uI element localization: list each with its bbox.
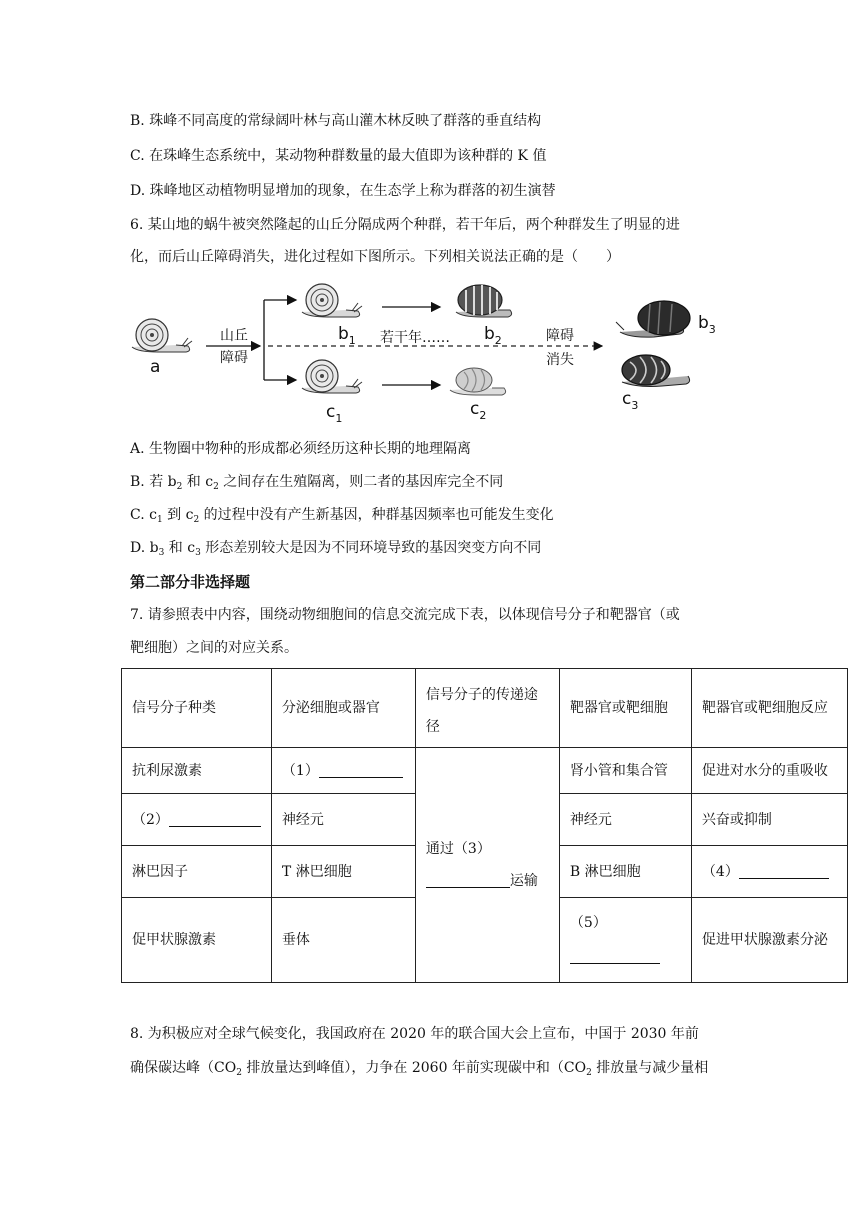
table-cell: 神经元 (271, 794, 415, 846)
snail-c3-icon (622, 355, 690, 387)
snail-a-icon (132, 319, 192, 352)
table-cell: （5） (559, 898, 691, 983)
svg-text:c2: $c_2$ (470, 399, 487, 422)
option-c-q6: C. $c_1$ 到 $c_2$ 的过程中没有产生新基因，种群基因频率也可能发生变化 (130, 507, 554, 525)
answer-blank-1[interactable] (319, 763, 403, 778)
section-2-title: 第二部分非选择题 (130, 573, 251, 591)
table-header: 信号分子的传递途 径 (415, 669, 559, 748)
table-cell: 淋巴因子 (122, 846, 272, 898)
label-b3: b (698, 313, 709, 333)
answer-blank-2[interactable] (169, 812, 261, 827)
q6-stem-line2: 化，而后山丘障碍消失，进化过程如下图所示。下列相关说法正确的是（ ） (130, 249, 620, 265)
label-b1: b (338, 324, 349, 344)
snail-c2-icon (450, 368, 506, 395)
snail-b3-icon (616, 301, 690, 337)
q7-stem-line2: 靶细胞）之间的对应关系。 (130, 640, 298, 656)
svg-text:c3: $c_3$ (622, 389, 639, 412)
table-cell: 促甲状腺激素 (122, 898, 272, 983)
q6-stem-line1: 6. 某山地的蜗牛被突然隆起的山丘分隔成两个种群，若干年后，两个种群发生了明显的进 (130, 217, 680, 233)
answer-blank-4[interactable] (739, 864, 829, 879)
table-cell: B 淋巴细胞 (559, 846, 691, 898)
table-cell: 垂体 (271, 898, 415, 983)
table-cell: （2） (122, 794, 272, 846)
label-c2: c (470, 399, 480, 419)
option-b-q6: B. 若 $b_2$ 和 $c_2$ 之间存在生殖隔离，则二者的基因库完全不同 (130, 474, 504, 492)
snail-b1-icon (302, 284, 362, 317)
label-c1: c (326, 402, 336, 422)
table-cell: T 淋巴细胞 (271, 846, 415, 898)
answer-blank-3[interactable] (426, 873, 510, 888)
table-cell: 促进对水分的重吸收 (691, 748, 847, 794)
hill-label-1: 山丘 (220, 328, 248, 344)
barrier-label-1: 障碍 (546, 328, 574, 344)
label-a: a (150, 357, 161, 377)
option-d-q5: D. 珠峰地区动植物明显增加的现象，在生态学上称为群落的初生演替 (130, 183, 556, 199)
table-cell: （1） (271, 748, 415, 794)
q7-stem-line1: 7. 请参照表中内容，围绕动物细胞间的信息交流完成下表，以体现信号分子和靶器官（或 (130, 607, 680, 623)
option-b-q5: B. 珠峰不同高度的常绿阔叶林与高山灌木林反映了群落的垂直结构 (130, 113, 542, 129)
svg-text:b1: $b_1$ (338, 324, 356, 347)
years-label: 若干年…… (380, 330, 450, 346)
option-a-q6: A. 生物圈中物种的形成都必须经历这种长期的地理隔离 (130, 441, 472, 457)
label-b2: b (484, 324, 495, 344)
label-c3: c (622, 389, 632, 409)
table-cell-merged: 通过（3） 运输 (415, 748, 559, 983)
table-cell: 肾小管和集合管 (559, 748, 691, 794)
table-cell: 促进甲状腺激素分泌 (691, 898, 847, 983)
svg-text:b3: $b_3$ (698, 313, 716, 336)
snail-b2-icon (456, 285, 512, 317)
table-header: 靶器官或靶细胞 (559, 669, 691, 748)
table-header-row (122, 669, 848, 748)
table-header: 信号分子种类 (122, 669, 272, 748)
answer-blank-5[interactable] (570, 949, 660, 964)
table-header: 分泌细胞或器官 (271, 669, 415, 748)
svg-text:b2: $b_2$ (484, 324, 502, 347)
signal-molecule-table (121, 668, 848, 983)
hill-label-2: 障碍 (220, 350, 248, 366)
q8-stem-line2: 确保碳达峰（$CO_2$ 排放量达到峰值），力争在 2060 年前实现碳中和（$CO_2$ 排放量与减少量相 (130, 1060, 709, 1078)
svg-text:c1: $c_1$ (326, 402, 343, 425)
table-cell: 兴奋或抑制 (691, 794, 847, 846)
table-row (122, 748, 848, 794)
barrier-label-2: 消失 (546, 352, 574, 368)
table-header: 靶器官或靶细胞反应 (691, 669, 847, 748)
option-c-q5: C. 在珠峰生态系统中，某动物种群数量的最大值即为该种群的 K 值 (130, 148, 547, 164)
snail-evolution-diagram (128, 282, 728, 432)
q8-stem-line1: 8. 为积极应对全球气候变化，我国政府在 2020 年的联合国大会上宣布，中国于 2030 年前 (130, 1026, 699, 1042)
table-cell: 神经元 (559, 794, 691, 846)
snail-c1-icon (302, 360, 362, 393)
table-cell: 抗利尿激素 (122, 748, 272, 794)
table-cell: （4） (691, 846, 847, 898)
option-d-q6: D. $b_3$ 和 $c_3$ 形态差别较大是因为不同环境导致的基因突变方向不同 (130, 540, 542, 558)
